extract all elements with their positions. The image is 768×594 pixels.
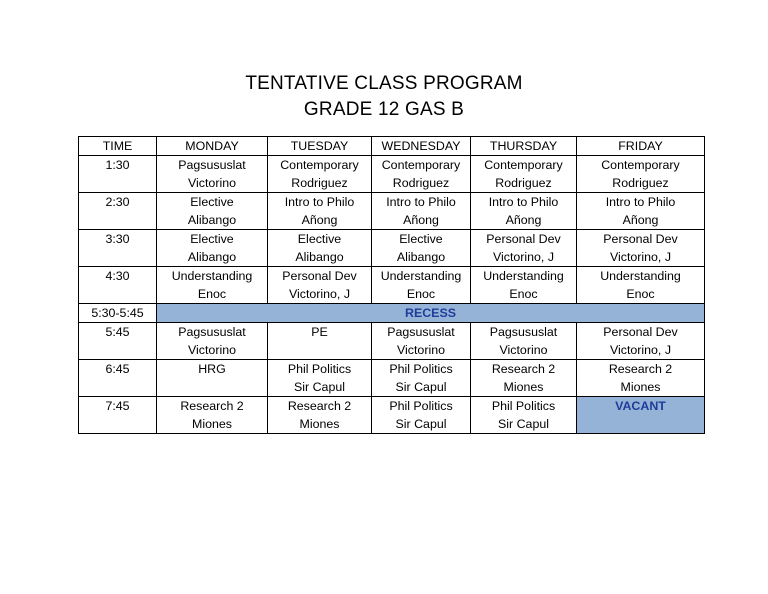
class-cell	[157, 230, 268, 267]
teacher-label: Victorino, J	[492, 250, 555, 264]
subject-label: Intro to Philo	[386, 195, 456, 209]
subject-label: Research 2	[608, 362, 673, 376]
recess-row	[79, 304, 705, 323]
time-cell: 3:30	[79, 230, 157, 267]
class-cell	[372, 156, 471, 193]
class-cell	[268, 360, 372, 397]
subject-label: Elective	[297, 232, 342, 246]
subject-label: Phil Politics	[491, 399, 556, 413]
class-cell	[577, 156, 705, 193]
time-cell: 1:30	[79, 156, 157, 193]
class-cell	[372, 360, 471, 397]
teacher-label: Enoc	[197, 287, 227, 301]
subject-label: Pagsususlat	[489, 325, 558, 339]
time-cell: 4:30	[79, 267, 157, 304]
subject-label: Contemporary	[381, 158, 461, 172]
time-cell: 6:45	[79, 360, 157, 397]
table-row	[79, 360, 705, 397]
teacher-label: Enoc	[406, 287, 436, 301]
class-cell	[471, 323, 577, 360]
header-thursday: THURSDAY	[471, 137, 577, 156]
subject-label: Personal Dev	[282, 269, 357, 283]
teacher-label: Sir Capul	[395, 417, 447, 431]
vacant-cell	[577, 397, 705, 434]
class-cell	[577, 267, 705, 304]
class-schedule-table	[78, 136, 705, 434]
header-time: TIME	[79, 137, 157, 156]
teacher-label: Sir Capul	[294, 380, 345, 394]
subject-label: Understanding	[171, 269, 253, 283]
header-row	[79, 137, 705, 156]
teacher-label: Rodriguez	[612, 176, 669, 190]
subject-label: Phil Politics	[287, 362, 352, 376]
subject-label: Elective	[190, 232, 234, 246]
teacher-label: Miones	[503, 380, 544, 394]
title-line-2: GRADE 12 GAS B	[303, 99, 465, 120]
class-cell	[157, 397, 268, 434]
table-row	[79, 397, 705, 434]
teacher-label: Victorino	[499, 343, 548, 357]
class-cell	[577, 323, 705, 360]
subject-label: Intro to Philo	[284, 195, 355, 209]
table-row	[79, 156, 705, 193]
teacher-label: Alibango	[396, 250, 446, 264]
teacher-label: Victorino, J	[609, 343, 672, 357]
subject-label: Phil Politics	[389, 362, 453, 376]
teacher-label: Añong	[505, 213, 542, 227]
recess-time-cell: 5:30-5:45	[79, 304, 157, 323]
subject-label: Pagsususlat	[178, 158, 246, 172]
class-cell	[268, 323, 372, 360]
table-row	[79, 323, 705, 360]
time-cell: 5:45	[79, 323, 157, 360]
teacher-label: Victorino, J	[288, 287, 351, 301]
teacher-label: Alibango	[295, 250, 344, 264]
teacher-label: Alibango	[187, 250, 237, 264]
subject-label: Contemporary	[484, 158, 563, 172]
class-cell	[372, 397, 471, 434]
class-cell	[157, 193, 268, 230]
class-cell	[372, 323, 471, 360]
class-cell	[372, 267, 471, 304]
subject-label: Contemporary	[280, 158, 359, 172]
class-cell	[268, 397, 372, 434]
subject-label: Personal Dev	[486, 232, 561, 246]
teacher-label: Rodriguez	[495, 176, 552, 190]
teacher-label: Añong	[403, 213, 439, 227]
class-cell	[471, 267, 577, 304]
teacher-label: Miones	[192, 417, 232, 431]
subject-label: PE	[311, 325, 328, 339]
class-cell	[577, 360, 705, 397]
class-cell	[471, 193, 577, 230]
document-title	[0, 71, 768, 123]
subject-label: Phil Politics	[389, 399, 453, 413]
time-cell: 7:45	[79, 397, 157, 434]
teacher-label: Miones	[299, 417, 340, 431]
class-cell	[268, 193, 372, 230]
header-wednesday: WEDNESDAY	[372, 137, 471, 156]
subject-label: Research 2	[180, 399, 244, 413]
subject-label: Research 2	[287, 399, 352, 413]
title-line-1: TENTATIVE CLASS PROGRAM	[245, 73, 523, 94]
time-cell: 2:30	[79, 193, 157, 230]
subject-label: Elective	[399, 232, 443, 246]
subject-label: Understanding	[380, 269, 462, 283]
class-cell	[268, 267, 372, 304]
class-cell	[268, 156, 372, 193]
class-cell	[577, 230, 705, 267]
subject-label: Intro to Philo	[605, 195, 676, 209]
subject-label: Contemporary	[601, 158, 680, 172]
class-cell	[471, 230, 577, 267]
table-row	[79, 267, 705, 304]
table-row	[79, 230, 705, 267]
subject-label: Research 2	[491, 362, 556, 376]
class-cell	[372, 193, 471, 230]
recess-label: RECESS	[157, 304, 705, 323]
class-cell	[157, 323, 268, 360]
teacher-label: Alibango	[187, 213, 237, 227]
class-cell	[268, 230, 372, 267]
teacher-label: Rodriguez	[291, 176, 348, 190]
class-cell	[372, 230, 471, 267]
subject-label: Elective	[190, 195, 234, 209]
subject-label: HRG	[198, 362, 226, 376]
subject-label: Personal Dev	[603, 325, 678, 339]
teacher-label: Rodriguez	[392, 176, 450, 190]
teacher-label: Enoc	[626, 287, 655, 301]
subject-label: Understanding	[600, 269, 681, 283]
teacher-label: Victorino, J	[609, 250, 672, 264]
header-friday: FRIDAY	[577, 137, 705, 156]
class-cell	[471, 360, 577, 397]
class-cell	[157, 267, 268, 304]
class-cell	[157, 360, 268, 397]
subject-label: Intro to Philo	[488, 195, 559, 209]
teacher-label: Añong	[301, 213, 338, 227]
class-cell	[577, 193, 705, 230]
subject-label: Pagsususlat	[178, 325, 246, 339]
vacant-label: VACANT	[615, 399, 666, 413]
teacher-label: Victorino	[397, 343, 445, 357]
class-cell	[157, 156, 268, 193]
subject-label: Personal Dev	[603, 232, 678, 246]
teacher-label: Enoc	[509, 287, 538, 301]
header-monday: MONDAY	[157, 137, 268, 156]
subject-label: Understanding	[483, 269, 564, 283]
subject-label: Pagsususlat	[387, 325, 455, 339]
teacher-label: Victorino	[188, 343, 236, 357]
header-tuesday: TUESDAY	[268, 137, 372, 156]
teacher-label: Sir Capul	[395, 380, 447, 394]
teacher-label: Sir Capul	[498, 417, 549, 431]
teacher-label: Victorino	[188, 176, 236, 190]
class-cell	[471, 156, 577, 193]
teacher-label: Añong	[622, 213, 659, 227]
class-cell	[471, 397, 577, 434]
teacher-label: Miones	[620, 380, 661, 394]
table-row	[79, 193, 705, 230]
